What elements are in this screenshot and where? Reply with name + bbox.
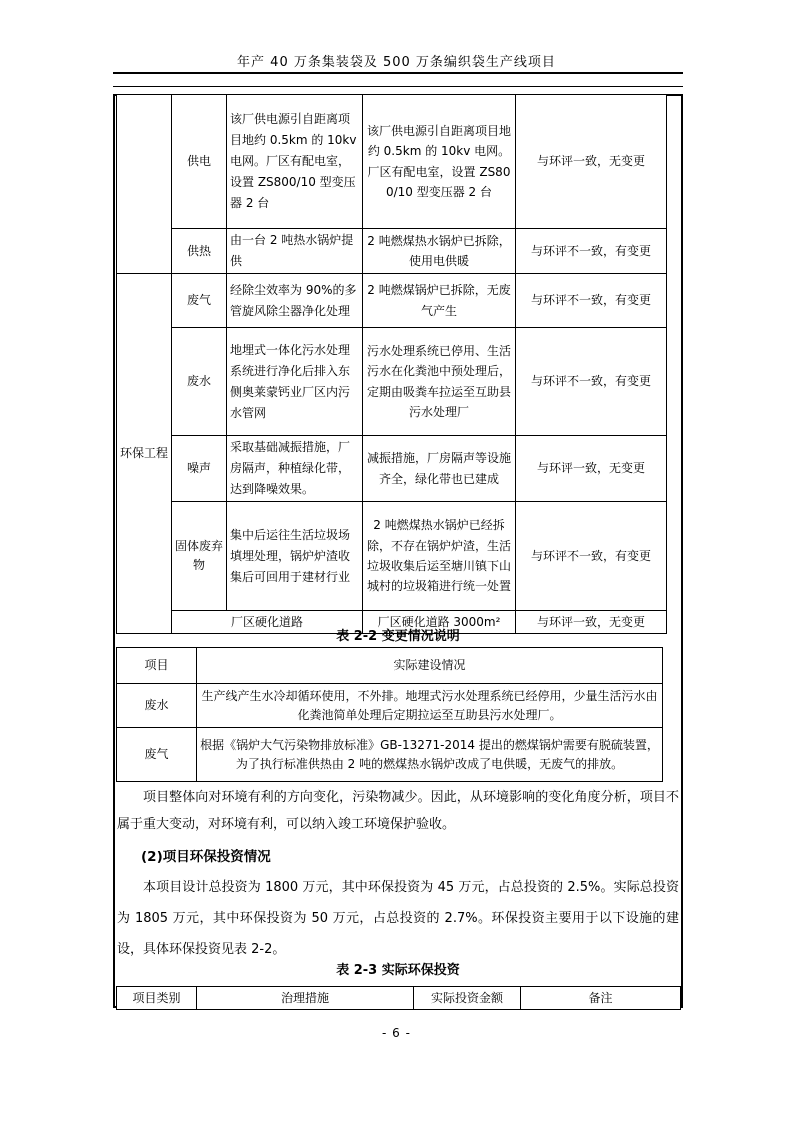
header-rule-thick <box>113 72 683 74</box>
design-cell: 地埋式一体化污水处理系统进行净化后排入东侧奥莱蒙钙业厂区内污水管网 <box>227 328 363 436</box>
conclusion-paragraph: 项目整体向对环境有利的方向变化，污染物减少。因此，从环境影响的变化角度分析，项目不属于重大变动，对环境有利，可以纳入竣工环境保护验收。 <box>117 790 679 832</box>
design-cell: 由一台 2 吨热水锅炉提供 <box>227 229 363 274</box>
actual-cell: 2 吨燃煤热水锅炉已拆除，使用电供暖 <box>363 229 516 274</box>
table-row <box>117 229 667 274</box>
conclusion-cell: 与环评不一致，有变更 <box>516 229 667 274</box>
column-header-measures: 治理措施 <box>197 987 414 1010</box>
item-label: 供热 <box>172 229 227 274</box>
table-2-3-caption: 表 2-3 实际环保投资 <box>336 963 460 978</box>
design-cell: 集中后运往生活垃圾场填埋处理，锅炉炉渣收集后可回用于建材行业 <box>227 502 363 611</box>
table-header-row <box>117 987 681 1010</box>
table-row <box>117 436 667 502</box>
item-label: 废水 <box>172 328 227 436</box>
header-rule-thin <box>113 86 683 87</box>
design-cell: 采取基础减振措施，厂房隔声，种植绿化带，达到降噪效果。 <box>227 436 363 502</box>
item-label: 噪声 <box>172 436 227 502</box>
table-row <box>117 95 667 229</box>
item-label-road: 厂区硬化道路 <box>172 611 363 634</box>
table-project-comparison <box>116 94 667 634</box>
conclusion-cell: 与环评不一致，有变更 <box>516 502 667 611</box>
actual-cell: 减振措施，厂房隔声等设施齐全，绿化带也已建成 <box>363 436 516 502</box>
design-cell: 经除尘效率为 90%的多管旋风除尘器净化处理 <box>227 274 363 328</box>
column-header-amount: 实际投资金额 <box>414 987 521 1010</box>
conclusion-cell: 与环评一致，无变更 <box>516 95 667 229</box>
conclusion-cell: 与环评不一致，有变更 <box>516 274 667 328</box>
section-heading-investment: (2)项目环保投资情况 <box>141 849 271 865</box>
column-header-category: 项目类别 <box>117 987 197 1010</box>
category-cell-blank <box>117 95 172 274</box>
item-label: 供电 <box>172 95 227 229</box>
table-row <box>117 274 667 328</box>
conclusion-cell: 与环评一致，无变更 <box>516 436 667 502</box>
conclusion-cell: 与环评一致，无变更 <box>516 611 667 634</box>
table-change-description <box>116 647 663 782</box>
category-cell-env-engineering: 环保工程 <box>117 274 172 634</box>
item-label: 废水 <box>117 684 197 728</box>
column-header-item: 项目 <box>117 648 197 684</box>
table-actual-investment <box>116 986 681 1010</box>
detail-cell: 根据《锅炉大气污染物排放标准》GB-13271-2014 提出的燃煤锅炉需要有脱硫装置，为了执行标准供热由 2 吨的燃煤热水锅炉改成了电供暖，无废气的排放。 <box>197 728 663 782</box>
table-row <box>117 728 663 782</box>
actual-cell: 该厂供电源引自距离项目地约 0.5km 的 10kv 电网。厂区有配电室，设置 ZS800/10 型变压器 2 台 <box>363 95 516 229</box>
actual-cell: 2 吨燃煤锅炉已拆除，无废气产生 <box>363 274 516 328</box>
actual-cell: 2 吨燃煤热水锅炉已经拆除，不存在锅炉炉渣，生活垃圾收集后运至塘川镇下山城村的垃圾箱进行统一处置 <box>363 502 516 611</box>
table-2-2-caption: 表 2-2 变更情况说明 <box>336 629 460 644</box>
table-header-row <box>117 648 663 684</box>
table-row <box>117 328 667 436</box>
actual-cell: 厂区硬化道路 3000m² <box>363 611 516 634</box>
item-label: 废气 <box>172 274 227 328</box>
page-title: 年产 40 万条集装袋及 500 万条编织袋生产线项目 <box>237 55 556 70</box>
investment-paragraph: 本项目设计总投资为 1800 万元，其中环保投资为 45 万元，占总投资的 2.5%。实际总投资为 1805 万元，其中环保投资为 50 万元，占总投资的 2.7%。环保投资主要用于以下设施的建设，具体环保投资见表 2-2。 <box>117 880 679 957</box>
design-cell: 该厂供电源引自距离项目地约 0.5km 的 10kv 电网。厂区有配电室，设置 ZS800/10 型变压器 2 台 <box>227 95 363 229</box>
column-header-remarks: 备注 <box>521 987 681 1010</box>
page-number: - 6 - <box>382 1026 411 1040</box>
item-label: 废气 <box>117 728 197 782</box>
table-row <box>117 502 667 611</box>
actual-cell: 污水处理系统已停用、生活污水在化粪池中预处理后，定期由吸粪车拉运至互助县污水处理厂 <box>363 328 516 436</box>
item-label: 固体废弃物 <box>172 502 227 611</box>
detail-cell: 生产线产生水冷却循环使用，不外排。地埋式污水处理系统已经停用，少量生活污水由化粪池简单处理后定期拉运至互助县污水处理厂。 <box>197 684 663 728</box>
table-row <box>117 684 663 728</box>
conclusion-cell: 与环评不一致，有变更 <box>516 328 667 436</box>
column-header-detail: 实际建设情况 <box>197 648 663 684</box>
